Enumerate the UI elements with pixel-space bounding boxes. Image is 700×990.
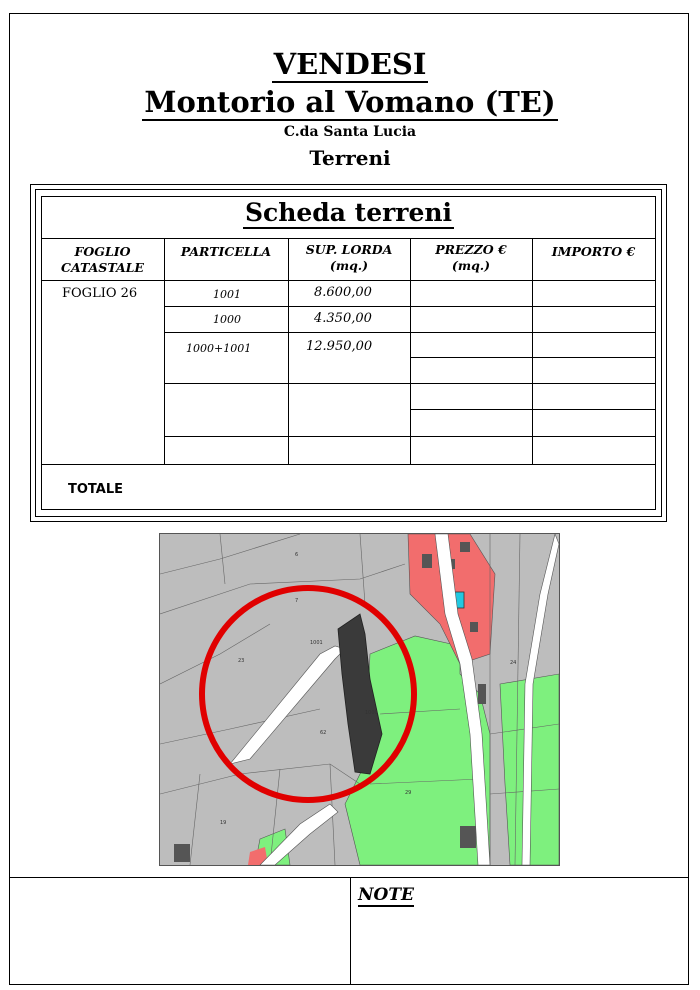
col-header-importo: IMPORTO € (551, 244, 636, 259)
label-24: 24 (510, 660, 517, 666)
label-1000: 1000 (365, 710, 378, 716)
building-4 (470, 622, 478, 632)
locality: C.da Santa Lucia (283, 124, 417, 140)
col-header-superficie: SUP. LORDA (mq.) (305, 242, 393, 273)
label-19: 19 (220, 820, 227, 826)
label-62: 62 (320, 730, 327, 736)
superficie-cell-1: 8.600,00 (314, 285, 372, 300)
notes-label: NOTE (358, 885, 414, 905)
col-header-particella: PARTICELLA (180, 244, 272, 259)
map-drawing (160, 534, 559, 865)
table-title: Scheda terreni (244, 198, 453, 227)
building-3 (460, 542, 470, 552)
label-1001: 1001 (310, 640, 323, 646)
particella-cell-3: 1000+1001 (186, 342, 252, 355)
label-23: 23 (238, 658, 245, 664)
notes-divider (350, 877, 351, 984)
building-7 (174, 844, 190, 862)
label-6: 6 (295, 552, 299, 558)
col-header-foglio: FOGLIO CATASTALE (61, 244, 144, 275)
particella-cell-2: 1000 (213, 313, 241, 326)
title-location: Montorio al Vomano (TE) (144, 85, 556, 119)
superficie-cell-3: 12.950,00 (306, 339, 373, 354)
superficie-cell-2: 4.350,00 (314, 311, 372, 326)
building-6 (460, 826, 476, 848)
notes-separator (9, 877, 689, 878)
cadastral-map (159, 533, 560, 866)
label-29: 29 (405, 790, 412, 796)
building-1 (422, 554, 432, 568)
col-header-prezzo: PREZZO € (mq.) (435, 242, 507, 273)
title-vendesi: VENDESI (273, 47, 427, 81)
particella-cell-1: 1001 (213, 288, 241, 301)
total-label: TOTALE (68, 482, 124, 497)
label-7: 7 (295, 598, 299, 604)
building-5 (478, 684, 486, 704)
category: Terreni (309, 146, 391, 170)
foglio-cell: FOGLIO 26 (62, 286, 138, 301)
